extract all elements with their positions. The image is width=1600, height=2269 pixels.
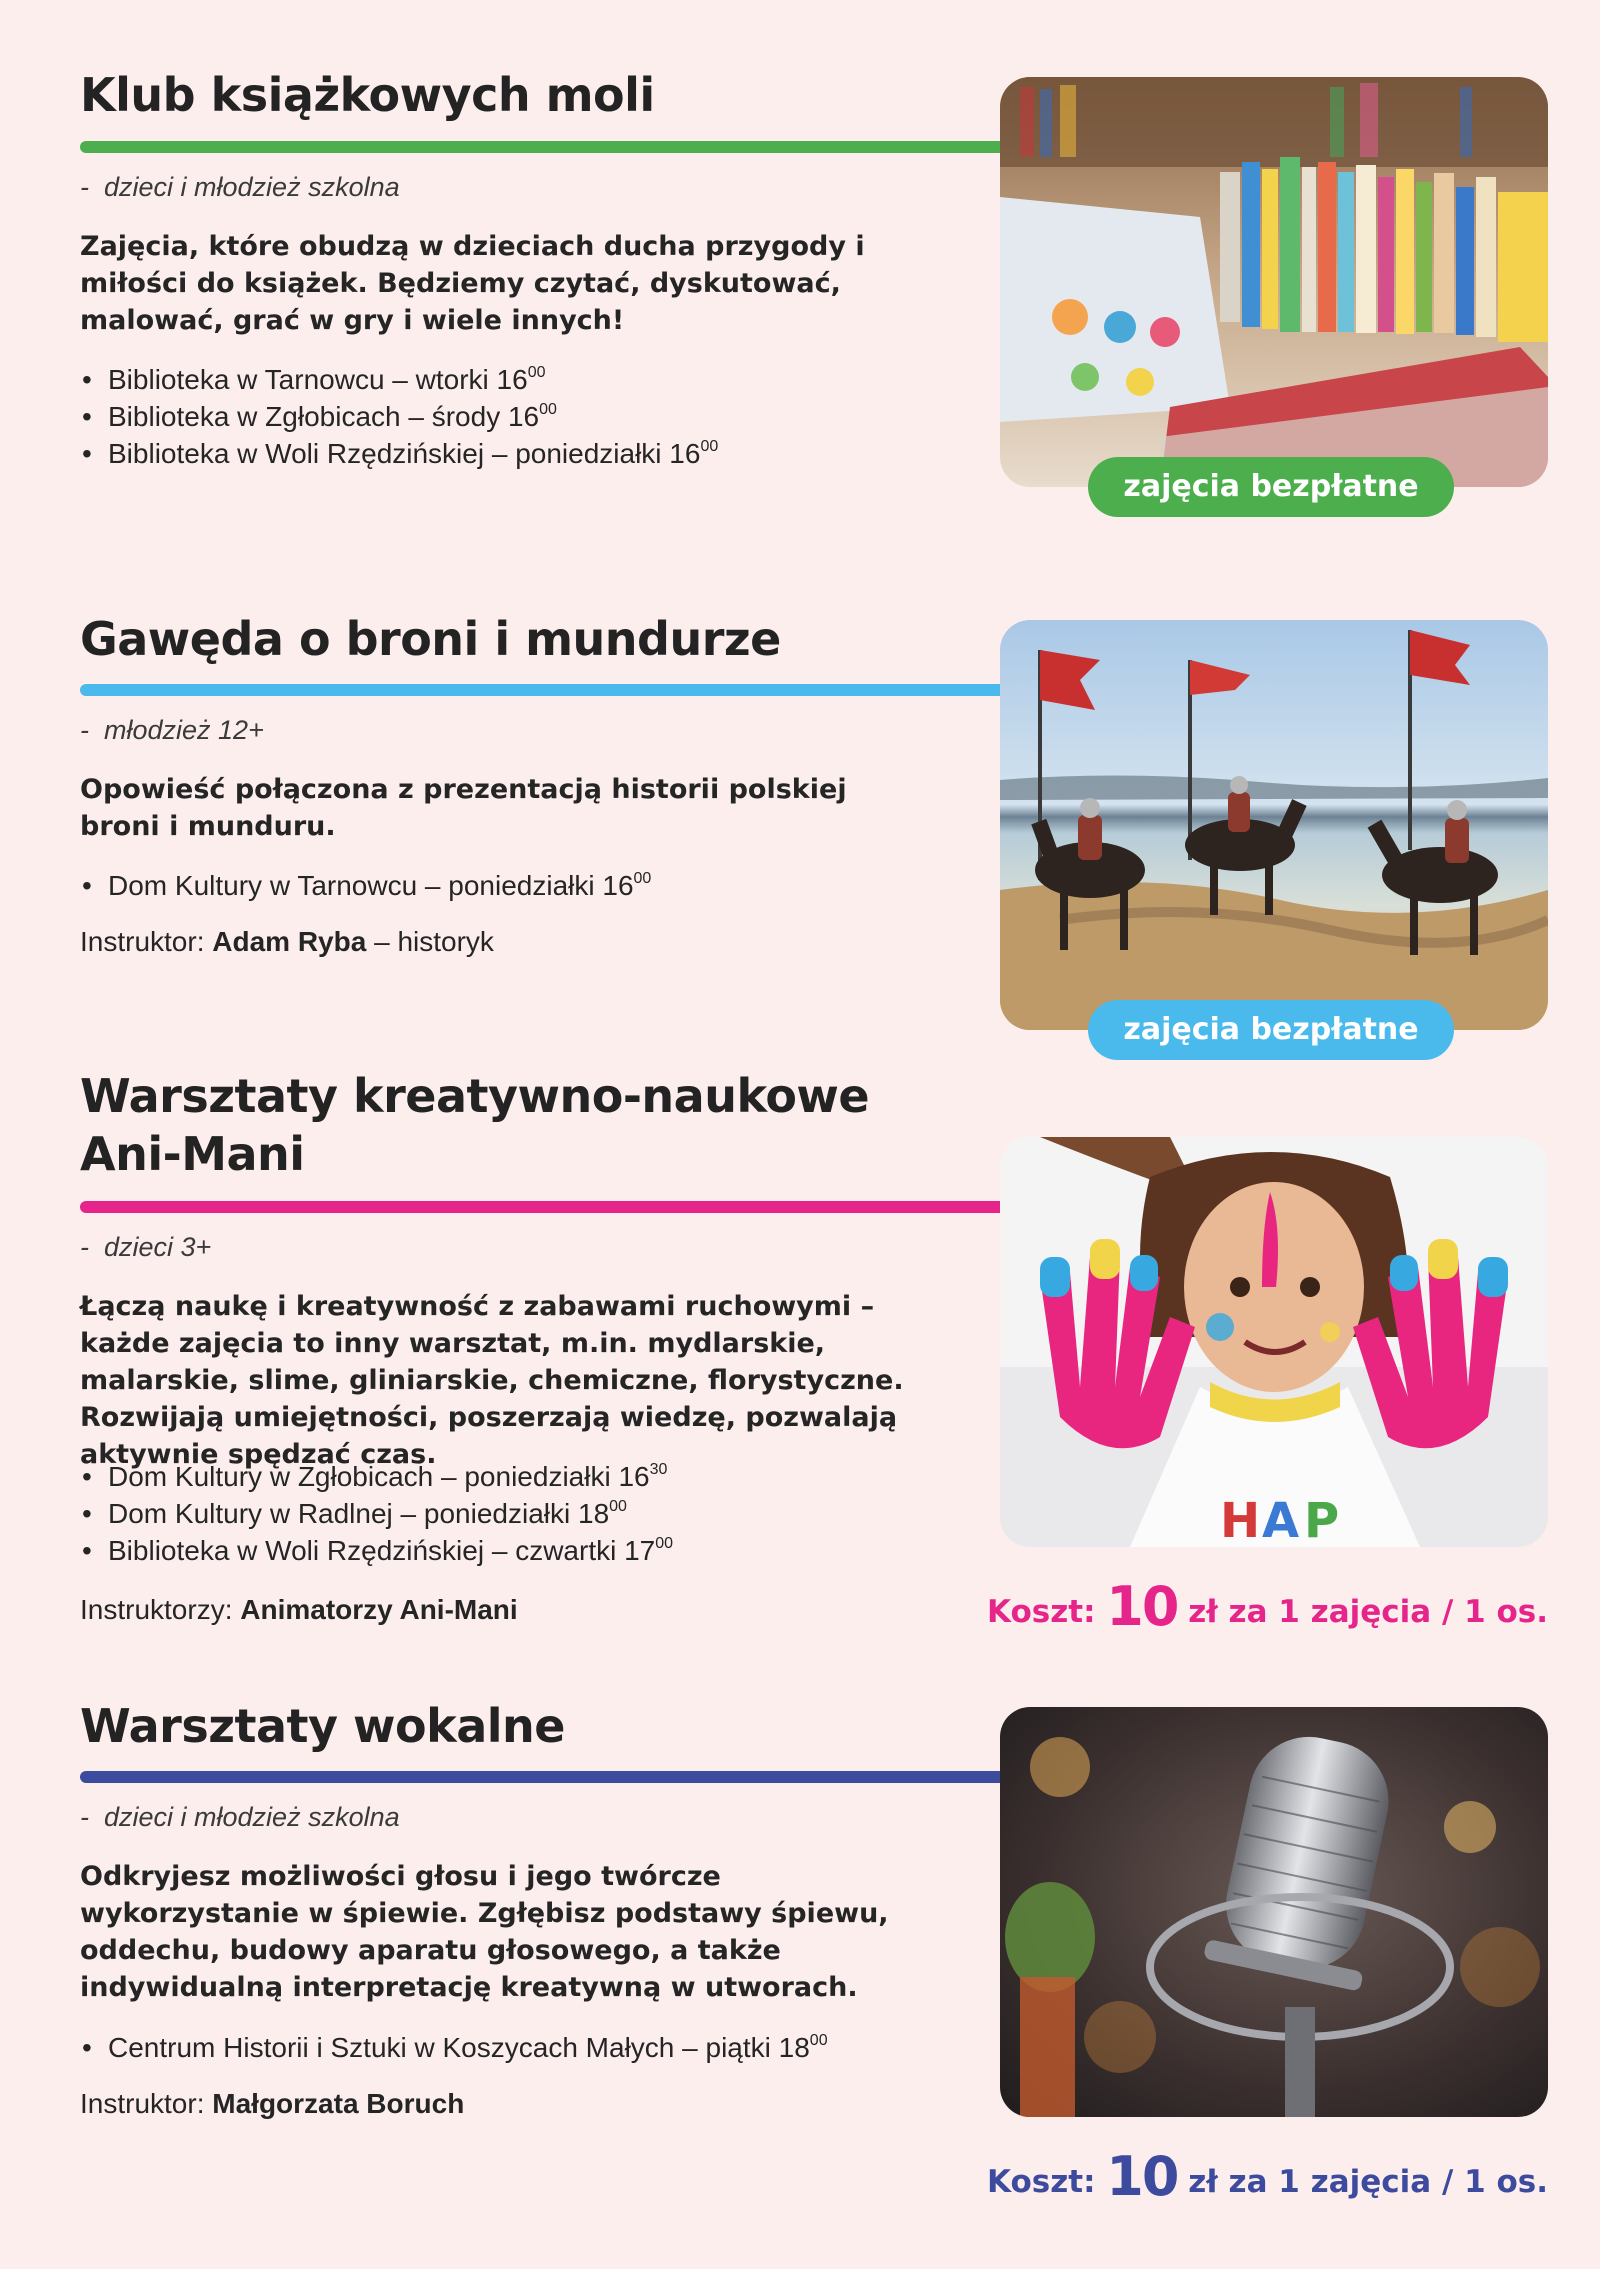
cost-label: Koszt: 10 zł za 1 zajęcia / 1 os.	[986, 1575, 1548, 1638]
list-item: • Centrum Historii i Sztuki w Koszycach Małych – piątki $18^{00}$	[80, 2029, 828, 2066]
cost-amount: 10	[1106, 1575, 1178, 1638]
cost-label: Koszt: 10 zł za 1 zajęcia / 1 os.	[986, 2145, 1548, 2208]
audience-text: dzieci i młodzież szkolna	[104, 172, 400, 202]
list-item: • Dom Kultury w Zgłobicach – poniedziałki $16^{30}$	[80, 1458, 673, 1495]
svg-text:A: A	[1262, 1493, 1300, 1547]
cost-amount: 10	[1106, 2145, 1178, 2208]
section-title-line1: Warsztaty kreatywno-naukowe	[80, 1069, 870, 1123]
section-description: Zajęcia, które obudzą w dzieciach ducha przygody i miłości do książek. Będziemy czytać, dyskutować, malować, grać w gry i wiele innych!	[80, 231, 865, 336]
audience-text: młodzież 12+	[104, 715, 264, 745]
section-description: Łączą naukę i kreatywność z zabawami ruchowymi – każde zajęcia to inny warsztat, m.in. mydlarskie, malarskie, slime, gliniarskie, chemiczne, florystyczne. Rozwijają umiejętności, poszerzają wiedzę, pozwalają aktywnie spędzać czas.	[80, 1291, 904, 1470]
list-item: • Dom Kultury w Tarnowcu – poniedziałki $16^{00}$	[80, 867, 651, 904]
audience-label: - dzieci 3+	[80, 1232, 212, 1262]
list-item: • Dom Kultury w Radlnej – poniedziałki $18^{00}$	[80, 1495, 673, 1532]
audience-label: - młodzież 12+	[80, 715, 264, 745]
list-item: • Biblioteka w Woli Rzędzińskiej – poniedziałki $16^{00}$	[80, 435, 718, 472]
section-title: Klub książkowych moli	[80, 68, 655, 122]
list-item: • Biblioteka w Woli Rzędzińskiej – czwartki $17^{00}$	[80, 1532, 673, 1569]
instructor-line: Instruktorzy: Animatorzy Ani-Mani	[80, 1594, 518, 1625]
audience-text: dzieci 3+	[104, 1232, 212, 1262]
free-badge: zajęcia bezpłatne	[1088, 1000, 1454, 1060]
section-title: Warsztaty wokalne	[80, 1699, 565, 1753]
free-badge: zajęcia bezpłatne	[1088, 457, 1454, 517]
audience-text: dzieci i młodzież szkolna	[104, 1802, 400, 1832]
list-item: • Biblioteka w Zgłobicach – środy $16^{00}$	[80, 398, 718, 435]
instructor-line: Instruktor: Adam Ryba – historyk	[80, 926, 494, 957]
svg-text:P: P	[1304, 1493, 1340, 1547]
location-list	[80, 2029, 828, 2066]
section-title: Gawęda o broni i mundurze	[80, 612, 781, 666]
section-description: Odkryjesz możliwości głosu i jego twórcze wykorzystanie w śpiewie. Zgłębisz podstawy śpiewu, oddechu, budowy aparatu głosowego, a także indywidualną interpretację kreatywną w utworach.	[80, 1861, 889, 2003]
svg-text:H: H	[1220, 1493, 1261, 1547]
instructor-line: Instruktor: Małgorzata Boruch	[80, 2088, 465, 2119]
section-description: Opowieść połączona z prezentacją historii polskiej broni i munduru.	[80, 774, 847, 842]
audience-label: - dzieci i młodzież szkolna	[80, 172, 400, 202]
section-divider	[80, 1771, 1000, 1783]
section-title-line2: Ani-Mani	[80, 1127, 305, 1181]
audience-label: - dzieci i młodzież szkolna	[80, 1802, 400, 1832]
microphone-photo-icon	[1000, 1707, 1548, 2117]
list-item: • Biblioteka w Tarnowcu – wtorki $16^{00}$	[80, 361, 718, 398]
